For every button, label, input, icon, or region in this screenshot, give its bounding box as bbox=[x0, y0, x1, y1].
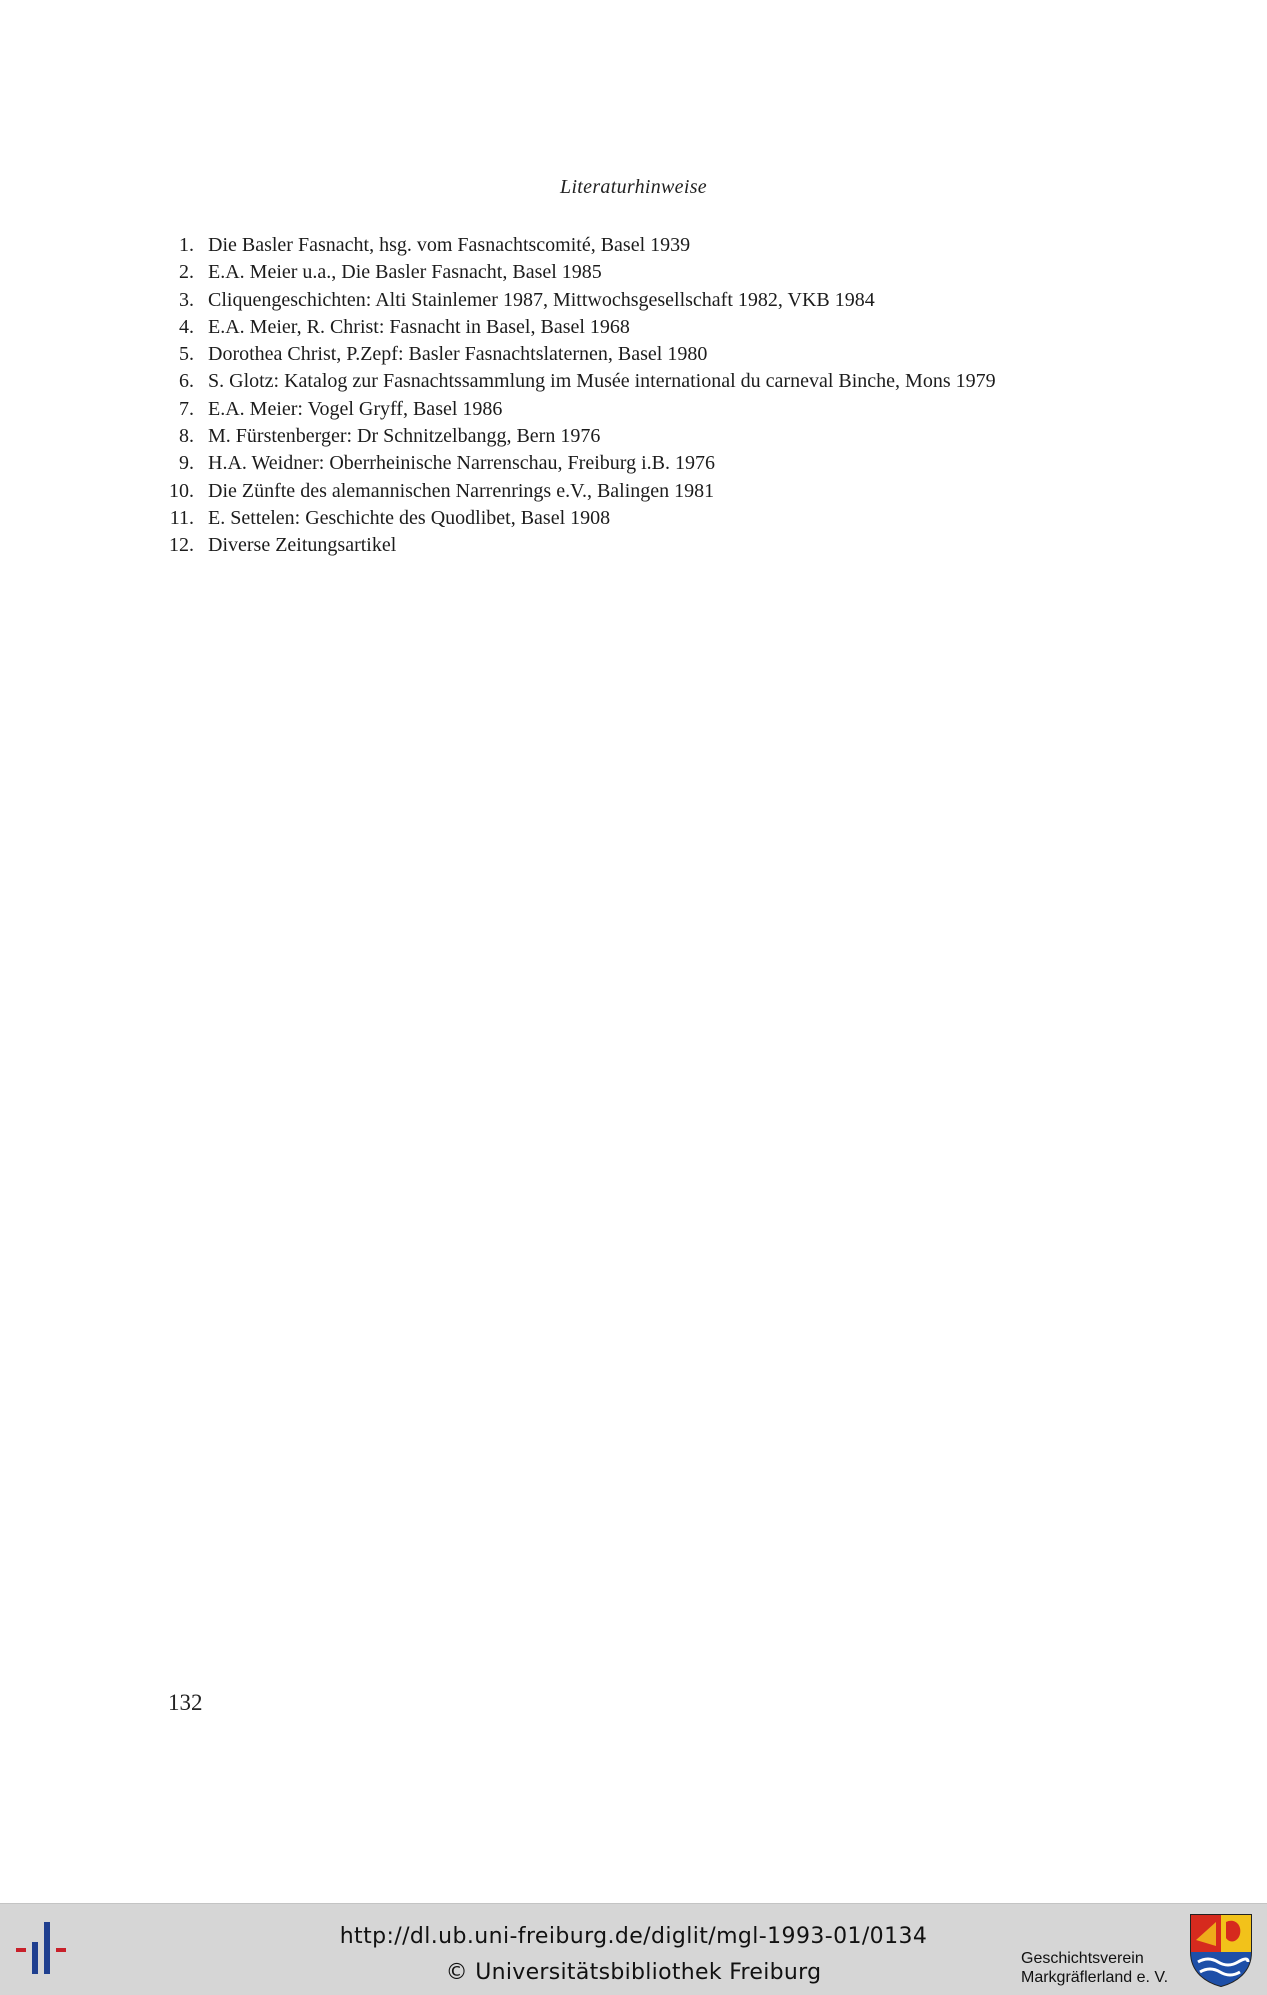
reference-number: 10. bbox=[169, 479, 194, 502]
reference-text: M. Fürstenberger: Dr Schnitzelbangg, Bern 1976 bbox=[208, 425, 601, 448]
reference-text: Die Basler Fasnacht, hsg. vom Fasnachtscomité, Basel 1939 bbox=[208, 234, 691, 256]
page-number: 132 bbox=[168, 1690, 203, 1715]
reference-item bbox=[150, 341, 1110, 368]
reference-item bbox=[150, 532, 1110, 559]
reference-text: E. Settelen: Geschichte des Quodlibet, Basel 1908 bbox=[208, 506, 611, 529]
reference-number: 9. bbox=[179, 452, 194, 475]
reference-item bbox=[150, 314, 1110, 341]
society-name-line1: Geschichtsverein bbox=[1021, 1950, 1144, 1967]
society-name-line2: Markgräflerland e. V. bbox=[1021, 1969, 1169, 1986]
permalink-url[interactable]: http://dl.ub.uni-freiburg.de/diglit/mgl-1993-01/0134 bbox=[339, 1924, 928, 1949]
footer-bar bbox=[0, 1903, 1267, 1995]
reference-item bbox=[150, 232, 1110, 259]
reference-item bbox=[150, 287, 1110, 314]
reference-text: Diverse Zeitungsartikel bbox=[208, 534, 397, 557]
reference-item bbox=[150, 259, 1110, 286]
reference-text: Die Zünfte des alemannischen Narrenrings e.V., Balingen 1981 bbox=[208, 479, 715, 502]
reference-text: H.A. Weidner: Oberrheinische Narrenschau, Freiburg i.B. 1976 bbox=[208, 452, 715, 475]
reference-number: 1. bbox=[179, 234, 194, 256]
section-title: Literaturhinweise bbox=[560, 176, 707, 198]
coat-of-arms-icon bbox=[1188, 1912, 1254, 1988]
reference-number: 8. bbox=[179, 425, 194, 448]
reference-item bbox=[150, 423, 1110, 450]
reference-number: 12. bbox=[169, 534, 194, 557]
reference-number: 6. bbox=[179, 370, 194, 393]
reference-item bbox=[150, 368, 1110, 395]
reference-number: 2. bbox=[179, 261, 194, 284]
copyright-text: © Universitätsbibliothek Freiburg bbox=[445, 1960, 822, 1985]
reference-number: 3. bbox=[179, 288, 194, 311]
reference-text: S. Glotz: Katalog zur Fasnachtssammlung im Musée international du carneval Binche, Mons 1979 bbox=[208, 370, 996, 393]
reference-number: 11. bbox=[169, 506, 194, 529]
reference-item bbox=[150, 450, 1110, 477]
reference-text: E.A. Meier, R. Christ: Fasnacht in Basel, Basel 1968 bbox=[208, 315, 630, 338]
reference-text: E.A. Meier: Vogel Gryff, Basel 1986 bbox=[208, 397, 503, 420]
society-name bbox=[1021, 1949, 1168, 1987]
reference-item bbox=[150, 505, 1110, 532]
reference-item bbox=[150, 396, 1110, 423]
reference-number: 5. bbox=[179, 343, 194, 366]
reference-text: Cliquengeschichten: Alti Stainlemer 1987, Mittwochsgesellschaft 1982, VKB 1984 bbox=[208, 288, 875, 311]
reference-number: 7. bbox=[179, 397, 194, 420]
reference-number: 4. bbox=[179, 315, 194, 338]
reference-text: Dorothea Christ, P.Zepf: Basler Fasnachtslaternen, Basel 1980 bbox=[208, 343, 708, 366]
reference-list bbox=[150, 232, 1110, 560]
reference-item bbox=[150, 478, 1110, 505]
reference-text: E.A. Meier u.a., Die Basler Fasnacht, Basel 1985 bbox=[208, 261, 602, 284]
